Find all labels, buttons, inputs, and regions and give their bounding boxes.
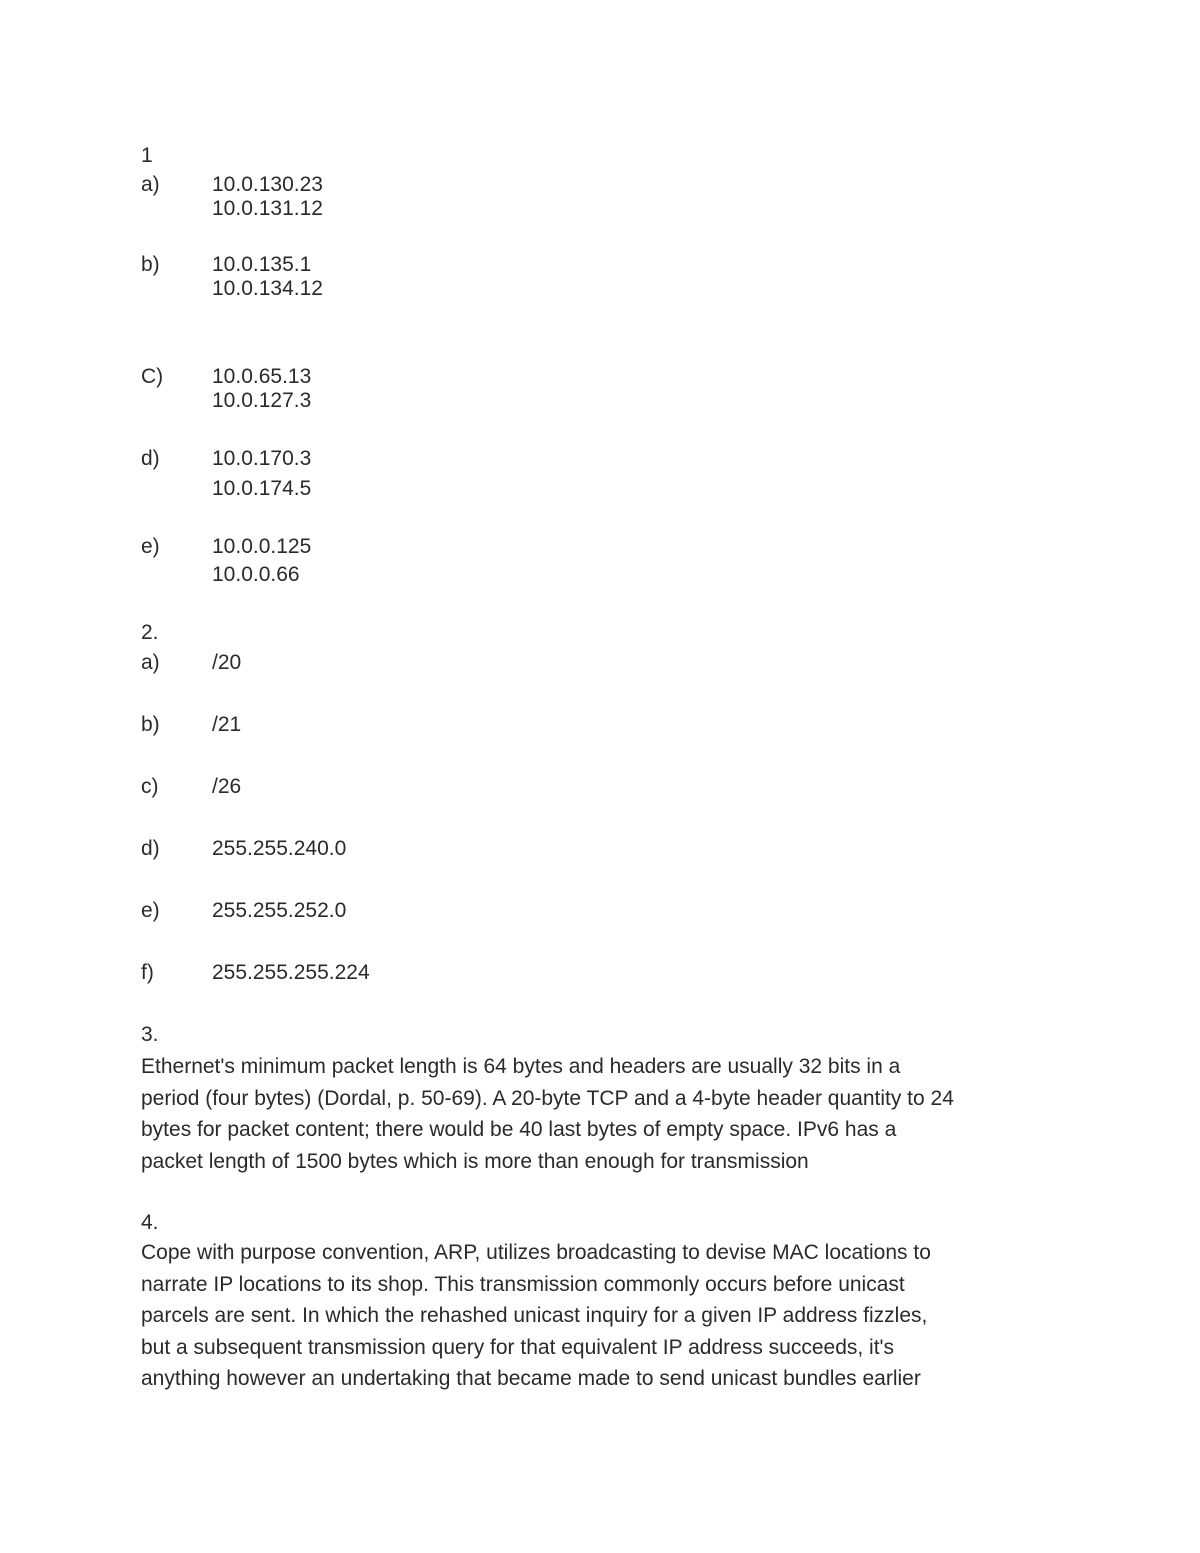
q1-number: 1 [141,144,153,167]
q1-d-label: d) [141,447,160,470]
q2-d-value: 255.255.240.0 [212,837,347,860]
q2-a-value: /20 [212,651,242,674]
q3-number: 3. [141,1023,159,1046]
q2-b-label: b) [141,713,160,736]
q3-line-4: packet length of 1500 bytes which is more than enough for transmission [141,1149,809,1173]
q1-b-value-2: 10.0.134.12 [212,277,323,300]
q1-b-label: b) [141,253,160,276]
q2-f-value: 255.255.255.224 [212,961,370,984]
q2-number: 2. [141,621,159,644]
q4-line-2: narrate IP locations to its shop. This transmission commonly occurs before unicast [141,1272,905,1296]
q1-b-value-1: 10.0.135.1 [212,253,312,276]
q2-c-label: c) [141,775,159,798]
q1-d-value-1: 10.0.170.3 [212,447,312,470]
q2-a-label: a) [141,651,160,674]
q1-a-label: a) [141,173,160,196]
q4-answer-paragraph [141,1237,1081,1395]
q1-e-value-1: 10.0.0.125 [212,535,312,558]
q4-line-5: anything however an undertaking that became made to send unicast bundles earlier [141,1367,921,1390]
q3-line-3: bytes for packet content; there would be 40 last bytes of empty space. IPv6 has a [141,1118,897,1141]
q4-line-4: but a subsequent transmission query for that equivalent IP address succeeds, it's [141,1335,895,1359]
q2-d-label: d) [141,837,160,860]
q2-b-value: /21 [212,713,242,736]
q3-line-1: Ethernet's minimum packet length is 64 bytes and headers are usually 32 bits in a [141,1055,901,1078]
q2-c-value: /26 [212,775,242,798]
q4-line-3: parcels are sent. In which the rehashed unicast inquiry for a given IP address fizzles, [141,1304,928,1327]
q1-e-label: e) [141,535,160,558]
q2-e-value: 255.255.252.0 [212,899,347,922]
q1-a-value-2: 10.0.131.12 [212,197,323,220]
q1-e-value-2: 10.0.0.66 [212,563,300,586]
q1-a-value-1: 10.0.130.23 [212,173,323,196]
q2-e-label: e) [141,899,160,922]
q2-f-label: f) [141,961,154,984]
q3-answer-paragraph [141,1051,1081,1177]
q4-line-1: Cope with purpose convention, ARP, utilizes broadcasting to devise MAC locations to [141,1241,931,1264]
q3-line-2: period (four bytes) (Dordal, p. 50-69). A 20-byte TCP and a 4-byte header quantity to 24 [141,1086,954,1110]
q1-c-label: C) [141,365,164,388]
q1-c-value-1: 10.0.65.13 [212,365,312,388]
q1-c-value-2: 10.0.127.3 [212,389,312,412]
q4-number: 4. [141,1211,159,1234]
q1-d-value-2: 10.0.174.5 [212,477,312,500]
